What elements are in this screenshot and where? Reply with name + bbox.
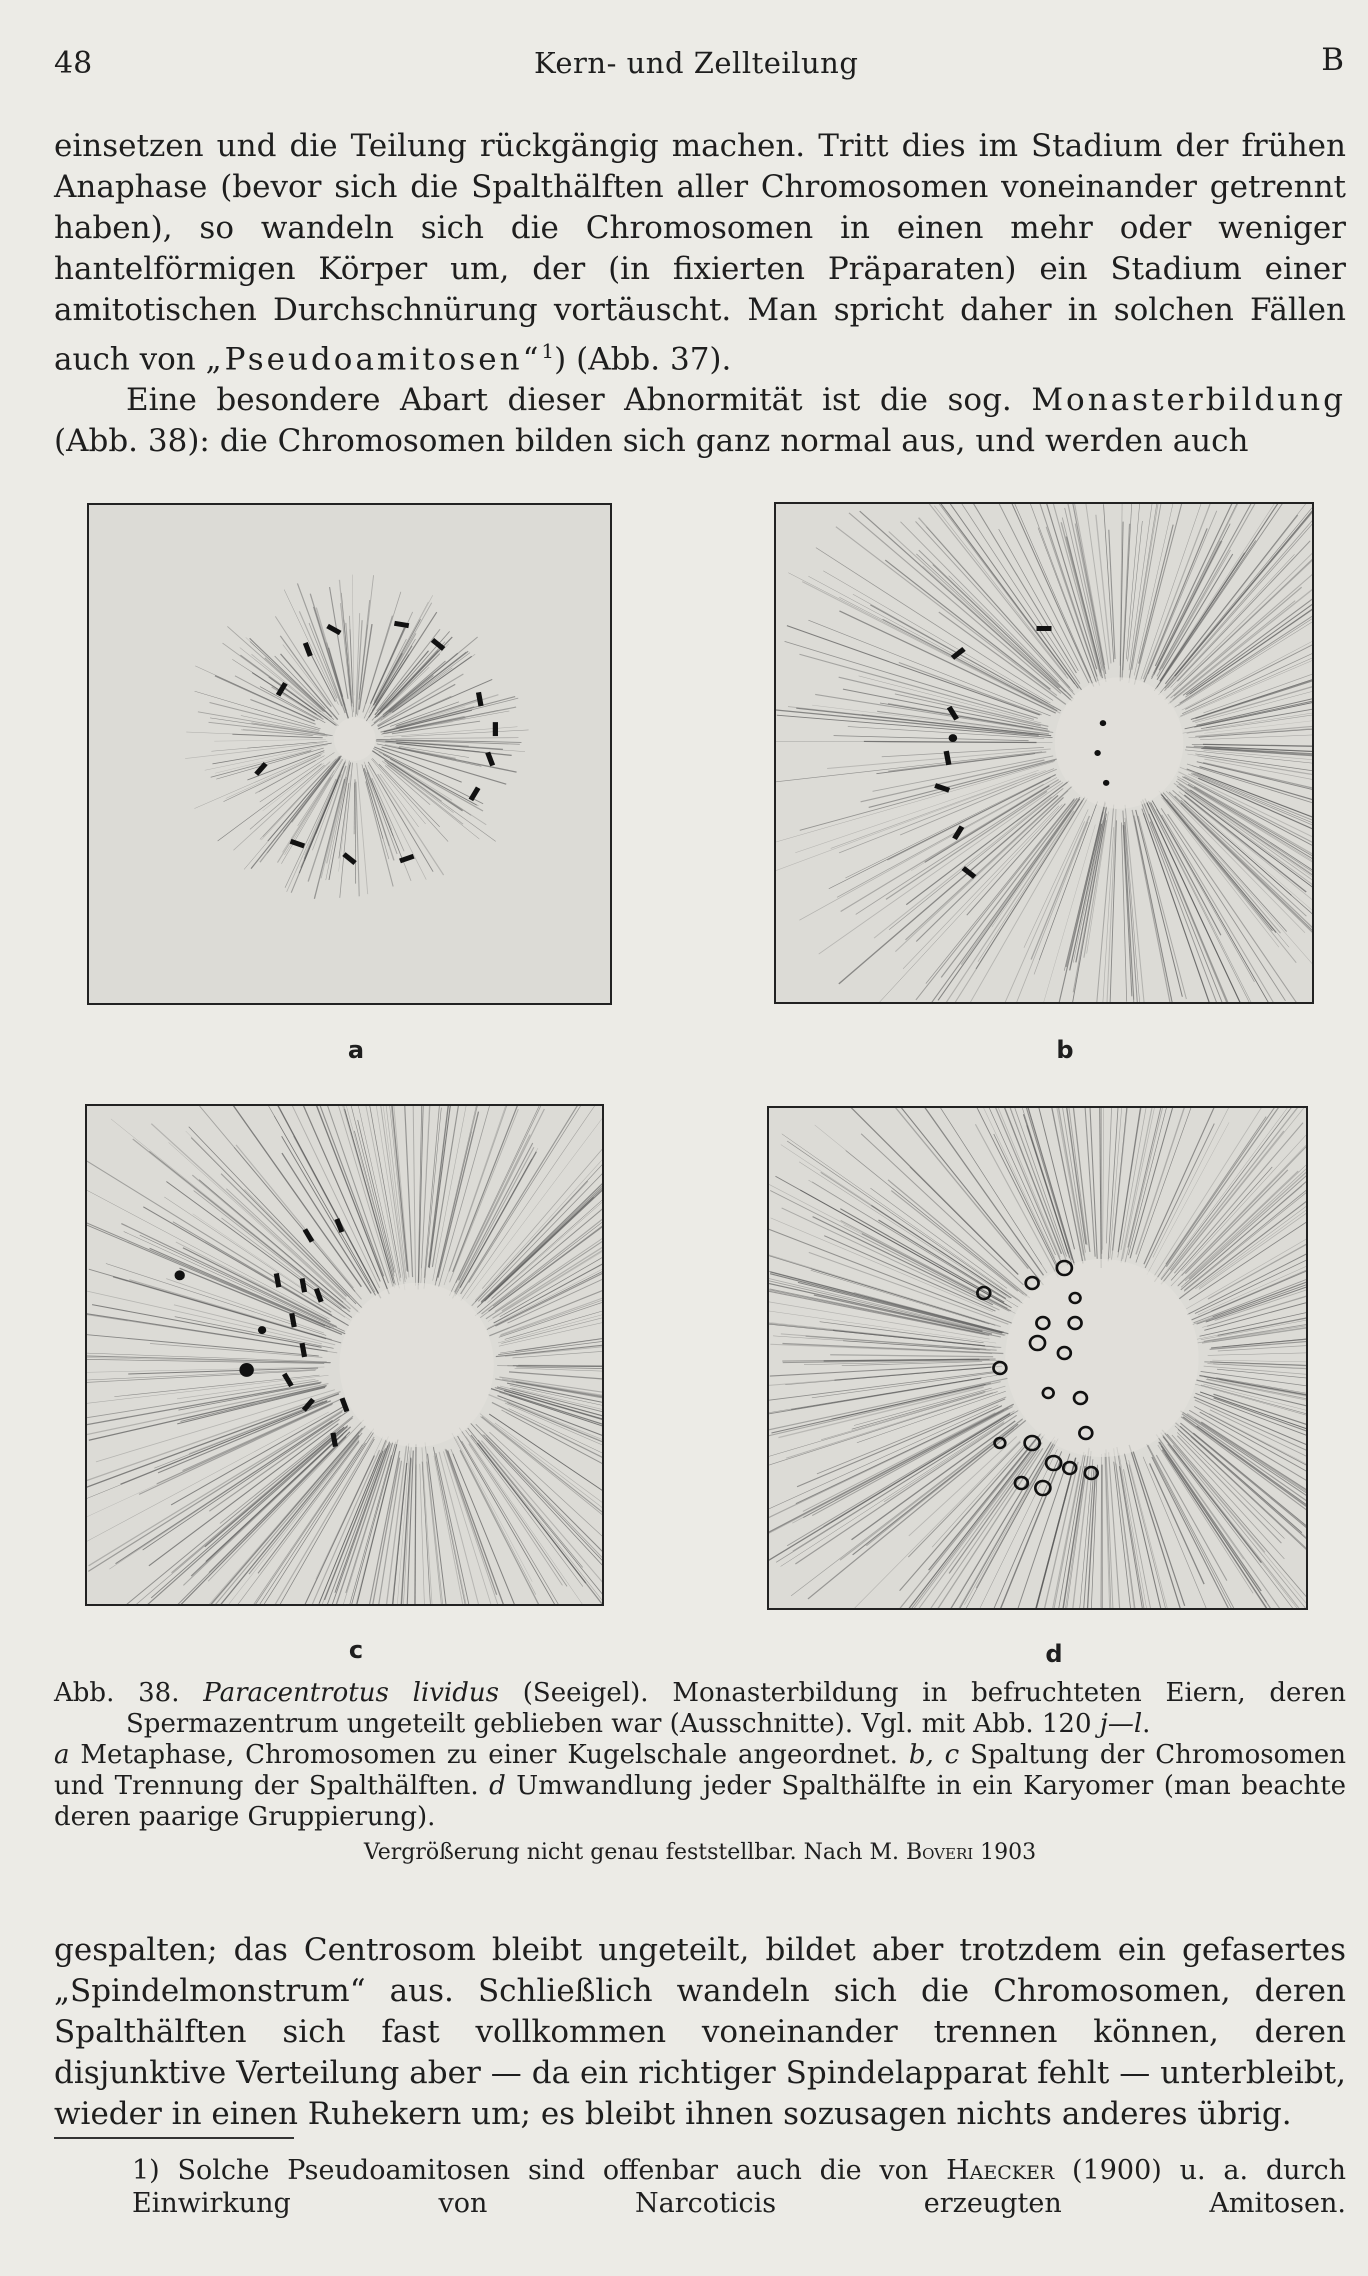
panel-label-c: c [348,1636,364,1664]
caption-l2: Spermazentrum ungeteilt geblieben war (Ausschnitte). Vgl. mit Abb. 120 [126,1709,1100,1739]
credit-text: Vergrößerung nicht genau feststellbar. Nach M. [363,1840,906,1865]
footnote-rule [54,2137,294,2139]
caption-line-1 [54,1678,1346,1709]
body-text-bottom [54,1930,1346,2135]
p1-text-b: ) (Abb. 37). [554,341,732,378]
term-pseudoamitosen: „Pseudoamitosen“ [205,341,542,378]
panel-label-d: d [1045,1640,1063,1668]
caption-bc-label: b, c [908,1740,960,1770]
panel-label-b: b [1056,1036,1074,1064]
page-header [54,42,1344,86]
caption-l2-end: . [1142,1709,1151,1739]
micrograph-drawing [87,1106,602,1604]
p2-text-b: (Abb. 38): die Chromosomen bilden sich ganz normal aus, und werden auch [54,423,1249,460]
footnote-marker: 1) [132,2155,160,2186]
body-text-top [54,126,1346,462]
paragraph-1 [54,126,1346,380]
page-number: 48 [54,46,93,81]
footnote-text-a: Solche Pseudoamitosen sind offenbar auch die von [159,2155,947,2186]
figure-panel-b [774,502,1314,1004]
footnote-text [54,2154,1346,2220]
p1-text-a: einsetzen und die Teilung rückgängig machen. Tritt dies im Stadium der frühen Anaphase (bevor sich die Spalthälften aller Chromosomen voneinander getrennt haben), so wandeln sich die Chromosomen in einen mehr oder weniger hantelförmigen Körper um, der (in fixierten Präparaten) ein Stadium einer amitotischen Durchschnürung vortäuscht. Man spricht daher in solchen Fällen auch von [54,128,1346,378]
running-title: Kern- und Zellteilung [534,46,859,80]
figure-panel-d [767,1106,1308,1610]
micrograph-drawing [776,504,1312,1002]
p2-text-a: Eine besondere Abart dieser Abnormität ist die sog. [126,382,1032,419]
caption-line-2 [54,1709,1346,1740]
species-name: Paracentrotus lividus [203,1678,499,1708]
figure-label: Abb. 38. [54,1678,180,1708]
caption-l2-ref: j—l [1099,1709,1143,1739]
figure-panel-a [87,503,612,1005]
panel-label-a: a [347,1036,365,1064]
credit-author: Boveri [905,1840,974,1865]
caption-a-label: a [54,1740,70,1770]
footnote-author: Haecker [946,2155,1055,2186]
caption-d-text: Umwandlung jeder Spalthälfte in ein Karyomer (man beachte deren paarige Gruppierung). [54,1771,1346,1832]
paragraph-3: gespalten; das Centrosom bleibt ungeteilt, bildet aber trotzdem ein gefasertes „Spindelmonstrum“ aus. Schließlich wandeln sich die Chromosomen, deren Spalthälften sich fast vollkommen voneinander trennen können, deren disjunktive Verteilung aber — da ein richtiger Spindelapparat fehlt — unterbleibt, wieder in einen Ruhekern um; es bleibt ihnen sozusagen nichts anderes übrig. [54,1932,1346,2132]
micrograph-drawing [89,505,610,1003]
caption-l1-rest: (Seeigel). Monasterbildung in befruchteten Eiern, deren [498,1678,1346,1708]
micrograph-drawing [769,1108,1306,1608]
credit-year: 1903 [973,1840,1037,1865]
term-monasterbildung: Monasterbildung [1031,382,1346,419]
figure-caption [54,1678,1346,1868]
figure-panel-c [85,1104,604,1606]
footnote [54,2154,1346,2220]
caption-bc-text: Spaltung der Chromosomen und Trennung der Spalthälften. [54,1740,1347,1801]
caption-panels-description [54,1740,1346,1833]
footnote-text-b: (1900) u. a. durch Einwirkung von Narcoticis erzeugten Amitosen. [132,2155,1346,2219]
paragraph-2 [54,380,1346,462]
signature-mark: B [1321,42,1344,78]
caption-a-text: Metaphase, Chromosomen zu einer Kugelschale angeordnet. [69,1740,909,1770]
footnote-ref[interactable]: 1 [541,339,555,363]
caption-d-label: d [489,1771,506,1801]
caption-credit [54,1837,1346,1868]
